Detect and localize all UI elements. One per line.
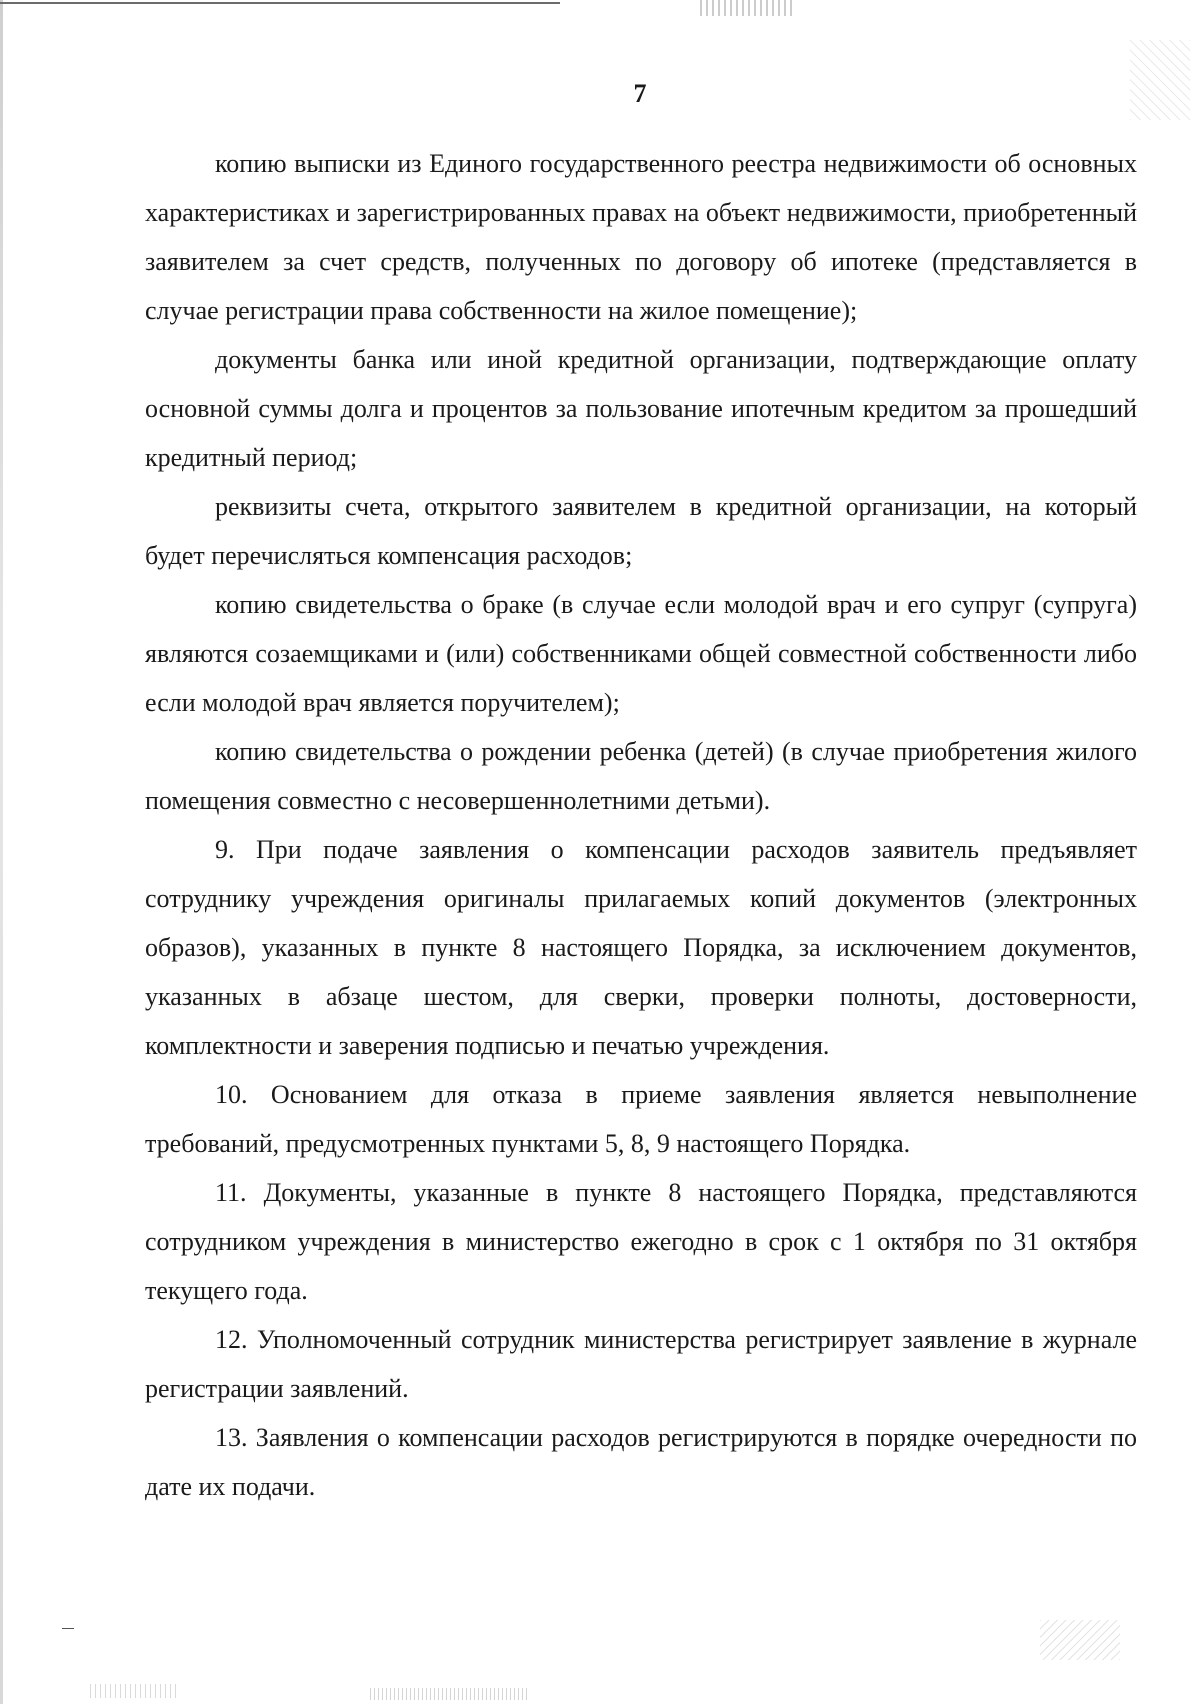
paragraph-item-9: 9. При подаче заявления о компенсации расходов заявитель предъявляет сотруднику учреждения оригиналы прилагаемых копий документов (электронных образов), указанных в пункте 8 настоящего Порядка, за исключением документов, указанных в абзаце шестом, для сверки, проверки полноты, достоверности, комплектности и заверения подписью и печатью учреждения.: [145, 835, 1137, 1060]
paragraph-mortgage-extract: копию выписки из Единого государственного реестра недвижимости об основных характеристиках и зарегистрированных правах на объект недвижимости, приобретенный заявителем за счет средств, полученных по договору об ипотеке (представляется в случае регистрации права собственности на жилое помещение);: [145, 149, 1137, 325]
paragraph-bank-documents: документы банка или иной кредитной организации, подтверждающие оплату основной суммы долга и процентов за пользование ипотечным кредитом за прошедший кредитный период;: [145, 345, 1137, 472]
scan-dash-artifact: [62, 1628, 74, 1629]
scan-edge-artifact: [0, 0, 3, 1704]
paragraph-item-13: 13. Заявления о компенсации расходов регистрируются в порядке очередности по дате их подачи.: [145, 1423, 1137, 1501]
paragraph-birth-certificate: копию свидетельства о рождении ребенка (детей) (в случае приобретения жилого помещения совместно с несовершеннолетними детьми).: [145, 737, 1137, 815]
scan-top-line-artifact: [0, 2, 560, 4]
paragraph-item-11: 11. Документы, указанные в пункте 8 настоящего Порядка, представляются сотрудником учреждения в министерство ежегодно в срок с 1 октября по 31 октября текущего года.: [145, 1178, 1137, 1305]
paragraph-item-12: 12. Уполномоченный сотрудник министерства регистрирует заявление в журнале регистрации заявлений.: [145, 1325, 1137, 1403]
scan-bottom-mid-noise-artifact: [370, 1688, 530, 1700]
document-body: [145, 139, 1137, 1511]
paragraph-item-10: 10. Основанием для отказа в приеме заявления является невыполнение требований, предусмотренных пунктами 5, 8, 9 настоящего Порядка.: [145, 1080, 1137, 1158]
paragraph-marriage-certificate: копию свидетельства о браке (в случае если молодой врач и его супруг (супруга) являются созаемщиками и (или) собственниками общей совместной собственности либо если молодой врач является поручителем);: [145, 590, 1137, 717]
page-number: 7: [633, 79, 647, 108]
paragraph-account-details: реквизиты счета, открытого заявителем в кредитной организации, на который будет перечисляться компенсация расходов;: [145, 492, 1137, 570]
scan-top-noise-artifact: [700, 0, 795, 16]
scan-bottom-left-noise-artifact: [90, 1684, 180, 1698]
scan-bottom-right-noise-artifact: [1040, 1620, 1120, 1660]
